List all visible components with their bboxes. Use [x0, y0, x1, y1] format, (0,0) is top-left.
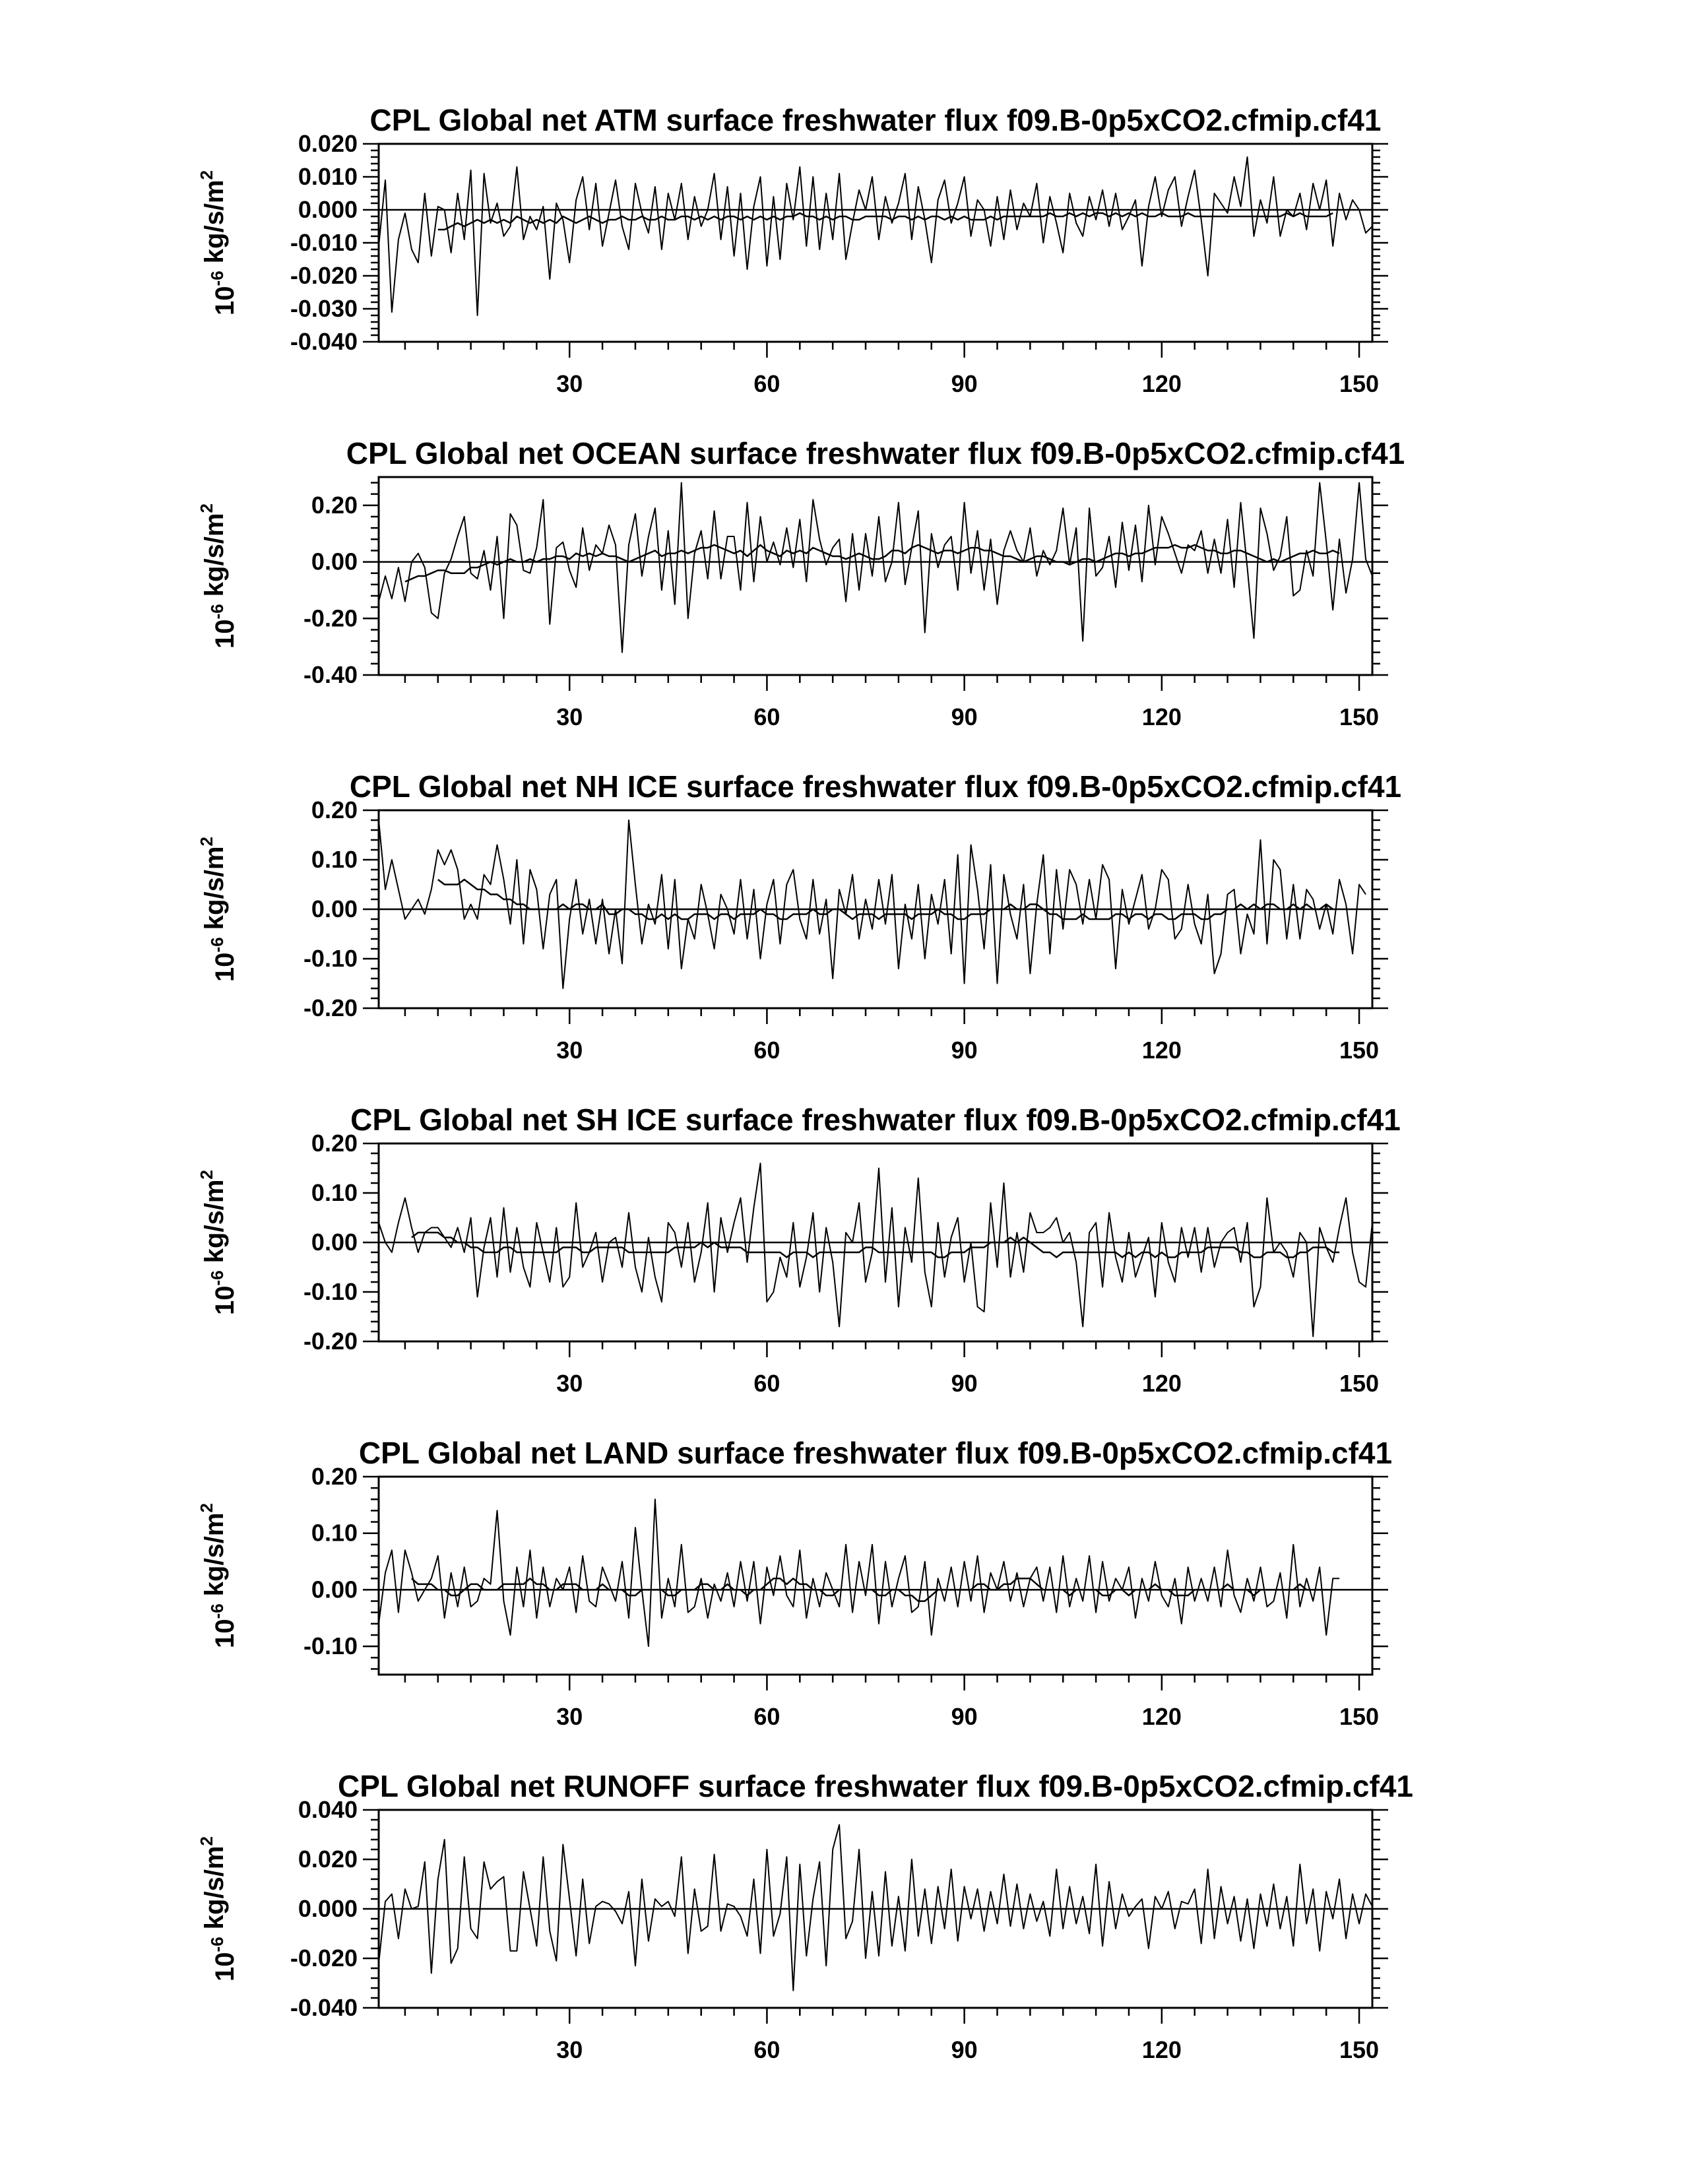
x-tick-label: 30 — [556, 703, 583, 730]
y-tick-label: -0.20 — [303, 1328, 358, 1355]
chart-panel-3 — [197, 769, 1401, 1064]
chart-title: CPL Global net SH ICE surface freshwater flux f09.B-0p5xCO2.cfmip.cf41 — [350, 1103, 1401, 1137]
y-tick-label: -0.030 — [290, 295, 358, 322]
y-axis-label: $10^{-6}$ $kg/s/m^2$ — [197, 170, 239, 315]
x-tick-label: 60 — [753, 1370, 781, 1397]
x-tick-label: 150 — [1339, 1703, 1380, 1730]
chart-panel-6 — [197, 1769, 1413, 2063]
series-annual-line — [379, 820, 1366, 988]
series-running-mean-line — [438, 213, 1333, 230]
y-tick-label: -0.020 — [290, 262, 358, 289]
x-tick-label: 120 — [1141, 1703, 1182, 1730]
series-running-mean-line — [412, 1578, 1333, 1601]
y-tick-label: -0.20 — [303, 604, 358, 632]
plot-frame — [379, 144, 1372, 342]
y-tick-label: 0.20 — [311, 796, 358, 823]
series-annual-line — [379, 157, 1372, 315]
x-tick-label: 120 — [1141, 1037, 1182, 1064]
plot-frame — [379, 477, 1372, 675]
y-tick-label: -0.10 — [303, 1278, 358, 1305]
chart-title: CPL Global net OCEAN surface freshwater flux f09.B-0p5xCO2.cfmip.cf41 — [346, 436, 1405, 470]
y-tick-label: 0.00 — [311, 1576, 358, 1603]
y-tick-label: -0.10 — [303, 945, 358, 972]
y-tick-label: 0.20 — [311, 491, 358, 519]
chart-title: CPL Global net ATM surface freshwater flux f09.B-0p5xCO2.cfmip.cf41 — [369, 103, 1382, 137]
panels-group — [197, 103, 1413, 2063]
y-axis-label: $10^{-6}$ $kg/s/m^2$ — [197, 1170, 239, 1315]
x-tick-label: 60 — [753, 370, 781, 397]
x-tick-label: 60 — [753, 2036, 781, 2063]
y-tick-label: 0.00 — [311, 548, 358, 575]
x-tick-label: 150 — [1339, 370, 1380, 397]
series-annual-line — [379, 1499, 1339, 1646]
x-tick-label: 30 — [556, 1370, 583, 1397]
y-tick-label: -0.020 — [290, 1944, 358, 1972]
y-tick-label: 0.020 — [298, 130, 358, 157]
x-tick-label: 30 — [556, 370, 583, 397]
y-tick-label: 0.020 — [298, 1846, 358, 1873]
y-tick-label: 0.10 — [311, 846, 358, 873]
x-tick-label: 120 — [1141, 370, 1182, 397]
y-tick-label: 0.000 — [298, 196, 358, 223]
x-tick-label: 30 — [556, 1703, 583, 1730]
y-tick-label: 0.20 — [311, 1463, 358, 1490]
y-tick-label: 0.00 — [311, 895, 358, 922]
chart-panel-1 — [197, 103, 1388, 397]
series-annual-line — [379, 1825, 1372, 1991]
x-tick-label: 150 — [1339, 703, 1380, 730]
chart-panel-5 — [197, 1436, 1392, 1730]
y-axis-label: $10^{-6}$ $kg/s/m^2$ — [197, 503, 239, 649]
x-tick-label: 90 — [951, 1703, 978, 1730]
y-tick-label: -0.20 — [303, 994, 358, 1021]
x-tick-label: 60 — [753, 1703, 781, 1730]
y-axis-label: $10^{-6}$ $kg/s/m^2$ — [197, 1503, 239, 1648]
y-tick-label: -0.010 — [290, 229, 358, 256]
x-tick-label: 90 — [951, 1037, 978, 1064]
x-tick-label: 150 — [1339, 2036, 1380, 2063]
y-tick-label: 0.20 — [311, 1130, 358, 1157]
chart-panel-4 — [197, 1103, 1401, 1397]
x-tick-label: 60 — [753, 703, 781, 730]
x-tick-label: 90 — [951, 1370, 978, 1397]
chart-title: CPL Global net NH ICE surface freshwater flux f09.B-0p5xCO2.cfmip.cf41 — [349, 769, 1402, 804]
series-running-mean-line — [412, 1233, 1339, 1258]
x-tick-label: 120 — [1141, 2036, 1182, 2063]
chart-title: CPL Global net RUNOFF surface freshwater flux f09.B-0p5xCO2.cfmip.cf41 — [337, 1769, 1414, 1803]
x-tick-label: 120 — [1141, 703, 1182, 730]
y-tick-label: 0.10 — [311, 1179, 358, 1206]
y-tick-label: 0.10 — [311, 1519, 358, 1547]
x-tick-label: 90 — [951, 703, 978, 730]
x-tick-label: 90 — [951, 2036, 978, 2063]
x-tick-label: 120 — [1141, 1370, 1182, 1397]
x-tick-label: 30 — [556, 2036, 583, 2063]
chart-panel-2 — [197, 436, 1405, 730]
y-tick-label: -0.10 — [303, 1632, 358, 1660]
y-axis-label: $10^{-6}$ $kg/s/m^2$ — [197, 837, 239, 982]
x-tick-label: 150 — [1339, 1370, 1380, 1397]
x-tick-label: 60 — [753, 1037, 781, 1064]
y-axis-label: $10^{-6}$ $kg/s/m^2$ — [197, 1836, 239, 1981]
series-annual-line — [379, 483, 1372, 653]
chart-title: CPL Global net LAND surface freshwater flux f09.B-0p5xCO2.cfmip.cf41 — [358, 1436, 1393, 1470]
y-tick-label: 0.00 — [311, 1229, 358, 1256]
y-tick-label: 0.010 — [298, 163, 358, 190]
x-tick-label: 150 — [1339, 1037, 1380, 1064]
y-tick-label: 0.000 — [298, 1895, 358, 1922]
x-tick-label: 90 — [951, 370, 978, 397]
y-tick-label: -0.040 — [290, 1994, 358, 2021]
x-tick-label: 30 — [556, 1037, 583, 1064]
y-tick-label: -0.40 — [303, 661, 358, 688]
y-tick-label: -0.040 — [290, 328, 358, 355]
y-tick-label: 0.040 — [298, 1796, 358, 1823]
